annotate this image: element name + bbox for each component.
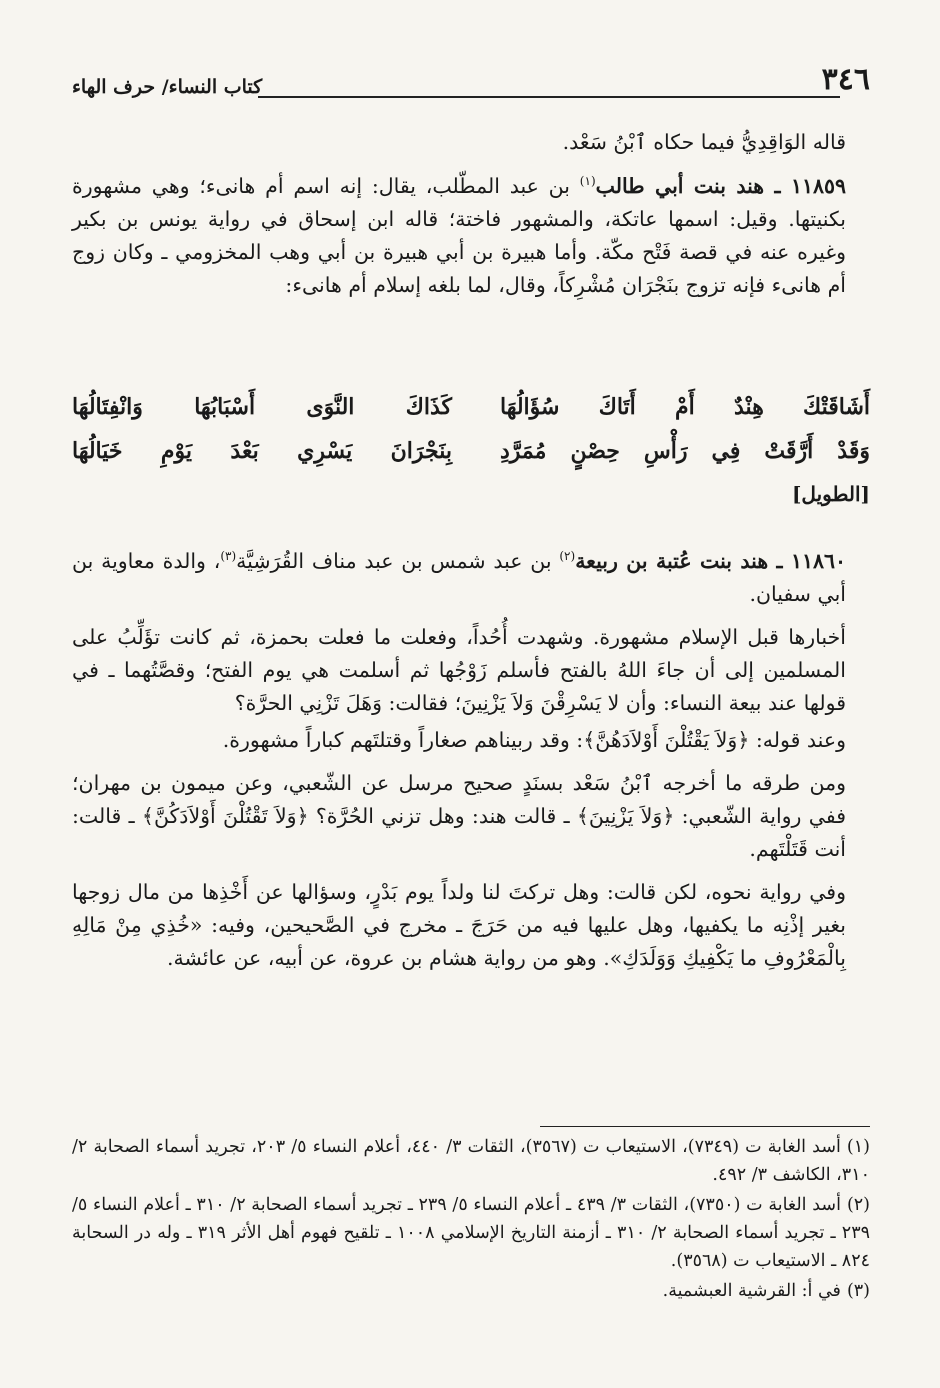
text-block-1 [72, 126, 870, 302]
running-title: كتاب النساء/ حرف الهاء [72, 76, 263, 98]
paragraph [72, 621, 870, 720]
footnote-rule [540, 1126, 870, 1127]
paragraph-text: ومن طرقه ما أخرجه ٱبْنُ سَعْد بسنَدٍ صحيح مرسل عن الشّعبي، وعن ميمون بن مهران؛ ففي رواية الشّعبي: ﴿وَلاَ يَزْنِينَ﴾ ـ قالت هند: وهل تزني الحُرَّة؟ ﴿وَلاَ تَقْتُلْنَ أَوْلاَدَكُنَّ﴾ ـ قالت: أنت قَتَلْتَهم. [72, 770, 846, 861]
verse-hemistich-first: وَقَدْ أَرَّقَتْ فِي رَأْسِ حِصْنٍ مُمَرَّدِ [500, 438, 870, 464]
text-block-2 [72, 540, 870, 975]
footnote [72, 1133, 870, 1189]
footnote [72, 1191, 870, 1275]
footnote [72, 1277, 870, 1305]
paragraph [72, 876, 870, 975]
footnotes [72, 1133, 870, 1307]
footnote-number: (٣) [846, 1281, 870, 1301]
verse-meter: [الطويل] [791, 482, 870, 506]
footnote-text: أسد الغابة ت (٧٣٤٩)، الاستيعاب ت (٣٥٦٧)، الثقات ٣/ ٤٤٠، أعلام النساء ٥/ ٢٠٣، تجريد أسماء الصحابة ٢/ ٣١٠، الكاشف ٣/ ٤٩٢. [72, 1137, 870, 1185]
paragraph [72, 724, 870, 757]
paragraph-text: بن عبد شمس بن عبد مناف القُرَشِيَّة [236, 548, 560, 573]
entry-heading: ١١٨٥٩ ـ هند بنت أبي طالب [595, 173, 846, 198]
paragraph-text: بن عبد المطّلب، يقال: إنه اسم أم هانىء؛ وهي مشهورة بكنيتها. وقيل: اسمها عاتكة، والمشهور فاختة؛ قاله ابن إسحاق في رواية يونس بن بكير وغيره عنه في قصة فَتْح مكّة. وأما هبيرة بن أبي هبيرة بن أبي وهب المخزومي ـ وكان زوج أم هانىء فإنه تزوج بنَجْرَان مُشْرِكاً، وقال، لما بلغه إسلام أم هانىء: [72, 173, 846, 297]
verse-line [72, 438, 870, 482]
paragraph-text: وعند قوله: ﴿وَلاَ يَقْتُلْنَ أَوْلاَدَهُنَّ﴾: وقد ربيناهم صغاراً وقتلتَهم كباراً مشهورة. [222, 727, 846, 752]
poem [72, 394, 870, 524]
verse-hemistich-second: كَذَاكَ النَّوَى أَسْبَابُهَا وَانْفِتَالُهَا [72, 394, 452, 420]
footnote-ref: (٢) [559, 549, 576, 563]
page-number: ٣٤٦ [821, 62, 870, 97]
paragraph-text: وفي رواية نحوه، لكن قالت: وهل تركتَ لنا ولداً يوم بَدْرٍ، وسؤالها عن أَخْذِها من مال زوجها بغير إذْنِه ما يكفيها، وهل عليها فيه من حَرَجَ ـ مخرج في الصَّحيحين، وفيه: «خُذِي مِنْ مَالِهِ بِالْمَعْرُوفِ ما يَكْفِيكِ وَوَلَدَكِ». وهو من رواية هشام بن عروة، عن أبيه، عن عائشة. [72, 879, 846, 970]
paragraph-text: أخبارها قبل الإسلام مشهورة. وشهدت أُحُداً، وفعلت ما فعلت بحمزة، ثم كانت تؤَلِّبُ على المسلمين إلى أن جاءَ اللهُ بالفتح فأسلم زَوْجُها ثم أسلمت هي يوم الفتح؛ وقصَّتُهما ـ في قولها عند بيعة النساء: وأن لا يَسْرِقْنَ وَلاَ يَزْنِينَ؛ فقالت: وَهَلَ تَزْنِي الحرَّة؟ [72, 624, 846, 715]
paragraph [72, 126, 870, 159]
entry-heading: ١١٨٦٠ ـ هند بنت عُتبة بن ربيعة [575, 548, 846, 573]
entry-11859 [72, 165, 870, 302]
header-rule [258, 96, 840, 98]
footnote-text: أسد الغابة ت (٧٣٥٠)، الثقات ٣/ ٤٣٩ ـ أعلام النساء ٥/ ٢٣٩ ـ تجريد أسماء الصحابة ٢/ ٣١٠ ـ أعلام النساء ٥/ ٢٣٩ ـ تجريد أسماء الصحابة ٢/ ٣١٠ ـ أزمنة التاريخ الإسلامي ١٠٠٨ ـ تلقيح فهوم أهل الأثر ٣١٩ ـ وله در السحابة ٨٢٤ ـ الاستيعاب ت (٣٥٦٨). [72, 1195, 870, 1271]
verse-hemistich-first: أَشَاقَتْكَ هِنْدٌ أَمْ أَتَاكَ سُؤَالُهَا [500, 394, 870, 420]
entry-11860 [72, 540, 870, 611]
footnote-number: (٢) [846, 1195, 870, 1215]
paragraph-text: ، والدة معاوية بن أبي سفيان. [72, 548, 846, 606]
footnote-ref: (٣) [220, 549, 237, 563]
verse-hemistich-second: بِنَجْرَانَ يَسْرِي بَعْدَ يَوْمِ خَيَالُهَا [72, 438, 452, 464]
footnote-text: في أ: القرشية العبشمية. [662, 1281, 841, 1301]
paragraph [72, 767, 870, 866]
footnote-number: (١) [846, 1137, 870, 1157]
verse-line [72, 394, 870, 438]
paragraph-text: قاله الوَاقِدِيُّ فيما حكاه ٱبْنُ سَعْد. [562, 130, 846, 154]
footnote-ref: (١) [579, 174, 596, 188]
